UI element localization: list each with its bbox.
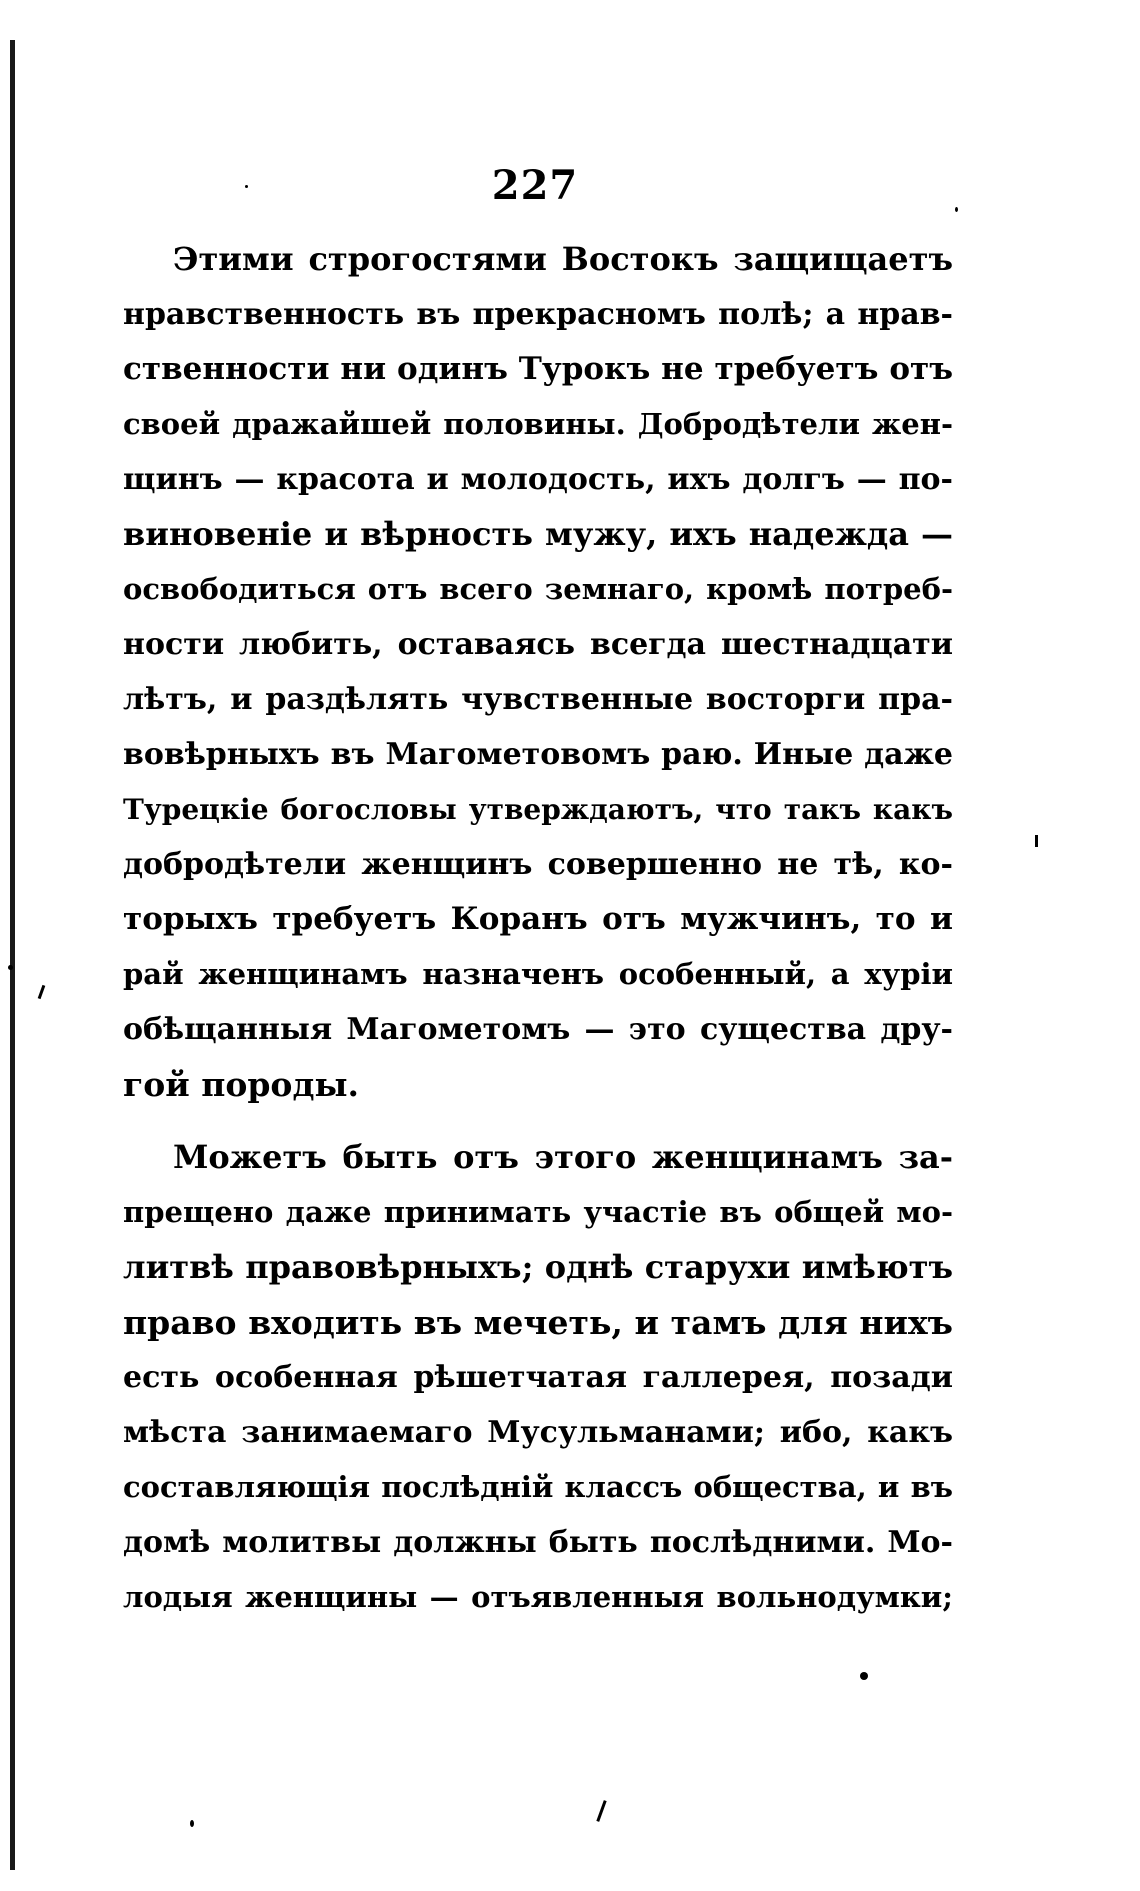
- scan-mark: [596, 1800, 606, 1822]
- scan-speck: [245, 185, 248, 188]
- text-line: лодыя женщины — отъявленныя вольнодумки;: [123, 1580, 953, 1614]
- text-line: рай женщинамъ назначенъ особенный, а хуріи: [123, 957, 953, 991]
- text-line: лѣтъ, и раздѣлять чувственные восторги пра-: [123, 682, 953, 717]
- scan-mark: [1035, 835, 1038, 847]
- text-line: освободиться отъ всего земнаго, кромѣ потреб-: [123, 572, 953, 606]
- scan-speck: [190, 1820, 194, 1827]
- text-line: своей дражайшей половины. Добродѣтели жен-: [123, 407, 953, 441]
- scan-speck: [8, 965, 13, 970]
- text-line: право входить въ мечеть, и тамъ для нихъ: [123, 1303, 953, 1342]
- text-line: прещено даже принимать участіе въ общей мо-: [123, 1195, 953, 1229]
- text-line: щинъ — красота и молодость, ихъ долгъ — по-: [123, 462, 953, 497]
- text-line: торыхъ требуетъ Коранъ отъ мужчинъ, то и: [123, 901, 953, 937]
- page-number: 227: [491, 162, 579, 209]
- text-line: ности любить, оставаясь всегда шестнадцати: [123, 627, 953, 662]
- text-line: Этими строгостями Востокъ защищаетъ: [173, 240, 953, 278]
- text-line: домѣ молитвы должны быть послѣдними. Мо-: [123, 1525, 953, 1560]
- text-line: нравственность въ прекрасномъ полѣ; а нрав-: [123, 297, 953, 332]
- text-line: обѣщанныя Магометомъ — это существа дру-: [123, 1012, 953, 1047]
- scan-speck: [860, 1672, 868, 1680]
- text-line: Можетъ быть отъ этого женщинамъ за-: [173, 1138, 953, 1176]
- scan-speck: [955, 207, 958, 212]
- paragraph-1: [123, 232, 953, 1112]
- text-line: ственности ни одинъ Турокъ не требуетъ отъ: [123, 351, 953, 387]
- paragraph-gap: [123, 1112, 953, 1130]
- body-text: [123, 232, 953, 1625]
- text-line: добродѣтели женщинъ совершенно не тѣ, ко-: [123, 847, 953, 882]
- text-line: гой породы.: [123, 1065, 360, 1104]
- text-line: виновеніе и вѣрность мужу, ихъ надежда —: [123, 515, 953, 553]
- text-line: Турецкіе богословы утверждаютъ, что такъ какъ: [123, 793, 953, 826]
- page-binding-edge: [10, 40, 15, 1870]
- text-line: есть особенная рѣшетчатая галлерея, позади: [123, 1360, 953, 1395]
- scan-mark: [38, 985, 46, 999]
- text-line: литвѣ правовѣрныхъ; однѣ старухи имѣютъ: [123, 1248, 953, 1286]
- text-line: вовѣрныхъ въ Магометовомъ раю. Иные даже: [123, 737, 953, 772]
- text-line: составляющія послѣдній классъ общества, и въ: [123, 1470, 953, 1504]
- paragraph-2: [123, 1130, 953, 1625]
- text-line: мѣста занимаемаго Мусульманами; ибо, какъ: [123, 1415, 953, 1450]
